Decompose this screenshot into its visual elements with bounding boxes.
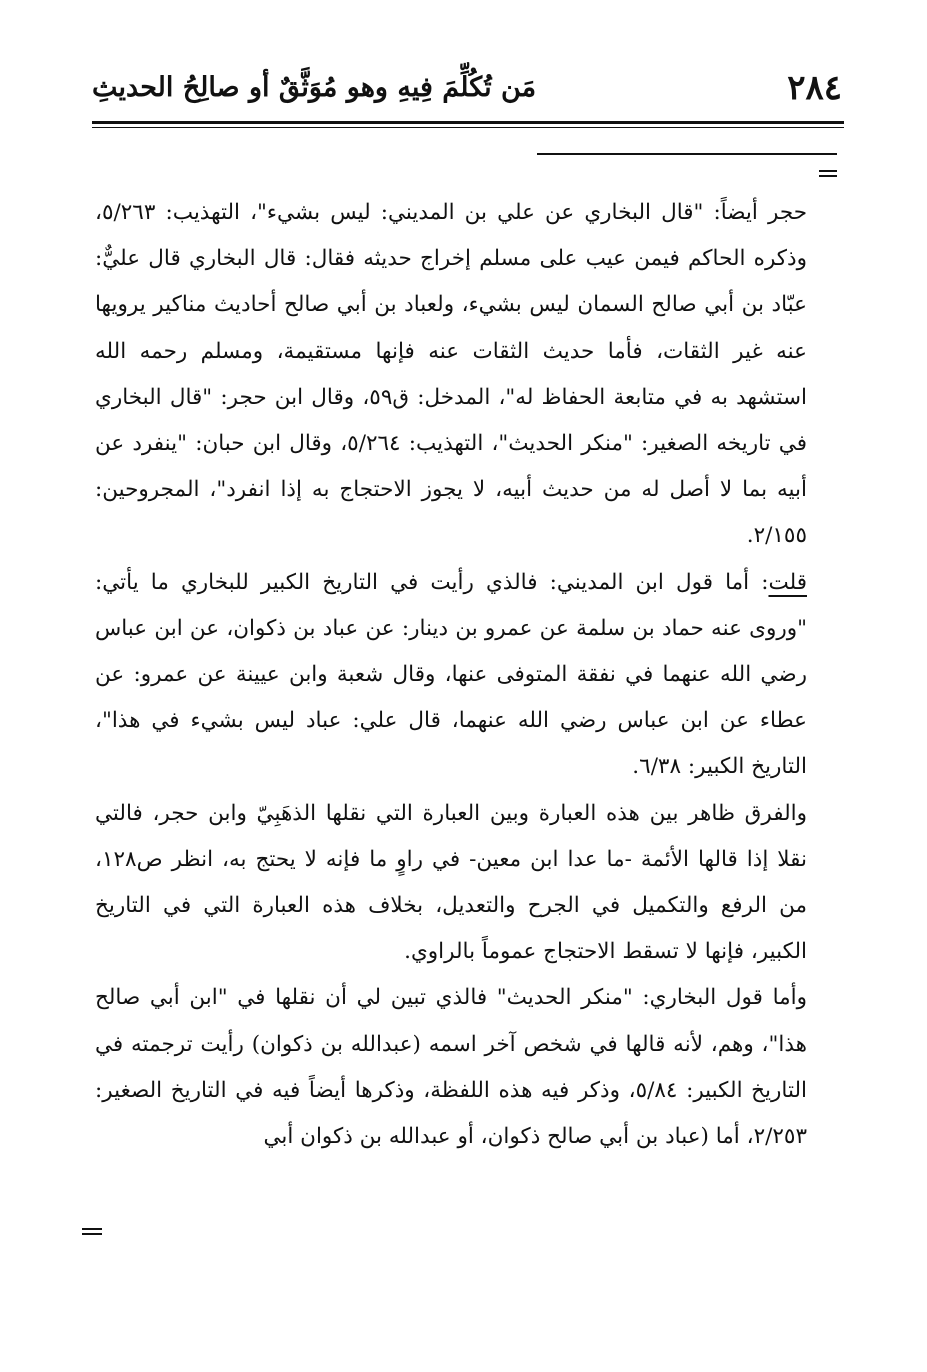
qalat-lead: قلت	[768, 569, 807, 595]
page-header	[92, 62, 842, 116]
paragraph-3: والفرق ظاهر بين هذه العبارة وبين العبارة التي نقلها الذهَبِيّ وابن حجر، فالتي نقلا إذا قالها الأئمة -ما عدا ابن معين- في راوٍ ما فإنه لا يحتج به، انظر ص١٢٨، من الرفع والتكميل في الجرح والتعديل، بخلاف هذه العبارة التي في التاريخ الكبير، فإنها لا تسقط الاحتجاج عموماً بالراوي.	[95, 800, 807, 965]
footnote-body	[95, 190, 807, 1160]
footnote-continuation-marker	[819, 170, 837, 180]
paragraph-2	[95, 560, 807, 791]
paragraph-4: وأما قول البخاري: "منكر الحديث" فالذي تبين لي أن نقلها في "ابن أبي صالح هذا"، وهم، لأنه قالها في شخص آخر اسمه (عبدالله بن ذكوان) رأيت ترجمته في التاريخ الكبير: ٥/٨٤، وذكر فيه هذه اللفظة، وذكرها أيضاً فيه في التاريخ الصغير: ٢/٢٥٣، أما (عباد بن أبي صالح ذكوان، أو عبدالله بن ذكوان أبي	[95, 985, 807, 1150]
paragraph-2-text: : أما قول ابن المديني: فالذي رأيت في التاريخ الكبير للبخاري ما يأتي: "وروى عنه حماد بن سلمة عن عمرو بن دينار: عن عباد بن ذكوان، عن ابن عباس رضي الله عنهما في نفقة المتوفى عنها، وقال شعبة وابن عيينة عن عمرو: عن عطاء عن ابن عباس رضي الله عنهما، قال علي: عباد ليس بشيء في هذا"، التاريخ الكبير: ٦/٣٨.	[95, 569, 807, 780]
footnote-continues-marker	[82, 1228, 102, 1238]
page-number: ٢٨٤	[787, 68, 842, 108]
footnote-continuation-rule	[537, 153, 837, 155]
paragraph-1: حجر أيضاً: "قال البخاري عن علي بن المديني: ليس بشيء"، التهذيب: ٥/٢٦٣، وذكره الحاكم فيمن عيب على مسلم إخراج حديثه فقال: قال البخاري قال عليٌّ: عبّاد بن أبي صالح السمان ليس بشيء، ولعباد بن أبي صالح أحاديث مناكير يرويها عنه غير الثقات، فأما حديث الثقات عنه فإنها مستقيمة، ومسلم رحمه الله استشهد به في متابعة الحفاظ له"، المدخل: ق٥٩، وقال ابن حجر: "قال البخاري في تاريخه الصغير: "منكر الحديث"، التهذيب: ٥/٢٦٤، وقال ابن حبان: "ينفرد عن أبيه بما لا أصل له من حديث أبيه، لا يجوز الاحتجاج به إذا انفرد"، المجروحين: ٢/١٥٥.	[95, 200, 808, 549]
running-title: مَن تُكُلِّمَ فِيهِ وهو مُوَثَّقٌ أو صالِحُ الحديثِ	[92, 72, 537, 103]
header-rule-thin	[92, 127, 844, 128]
header-rule-thick	[92, 121, 844, 124]
